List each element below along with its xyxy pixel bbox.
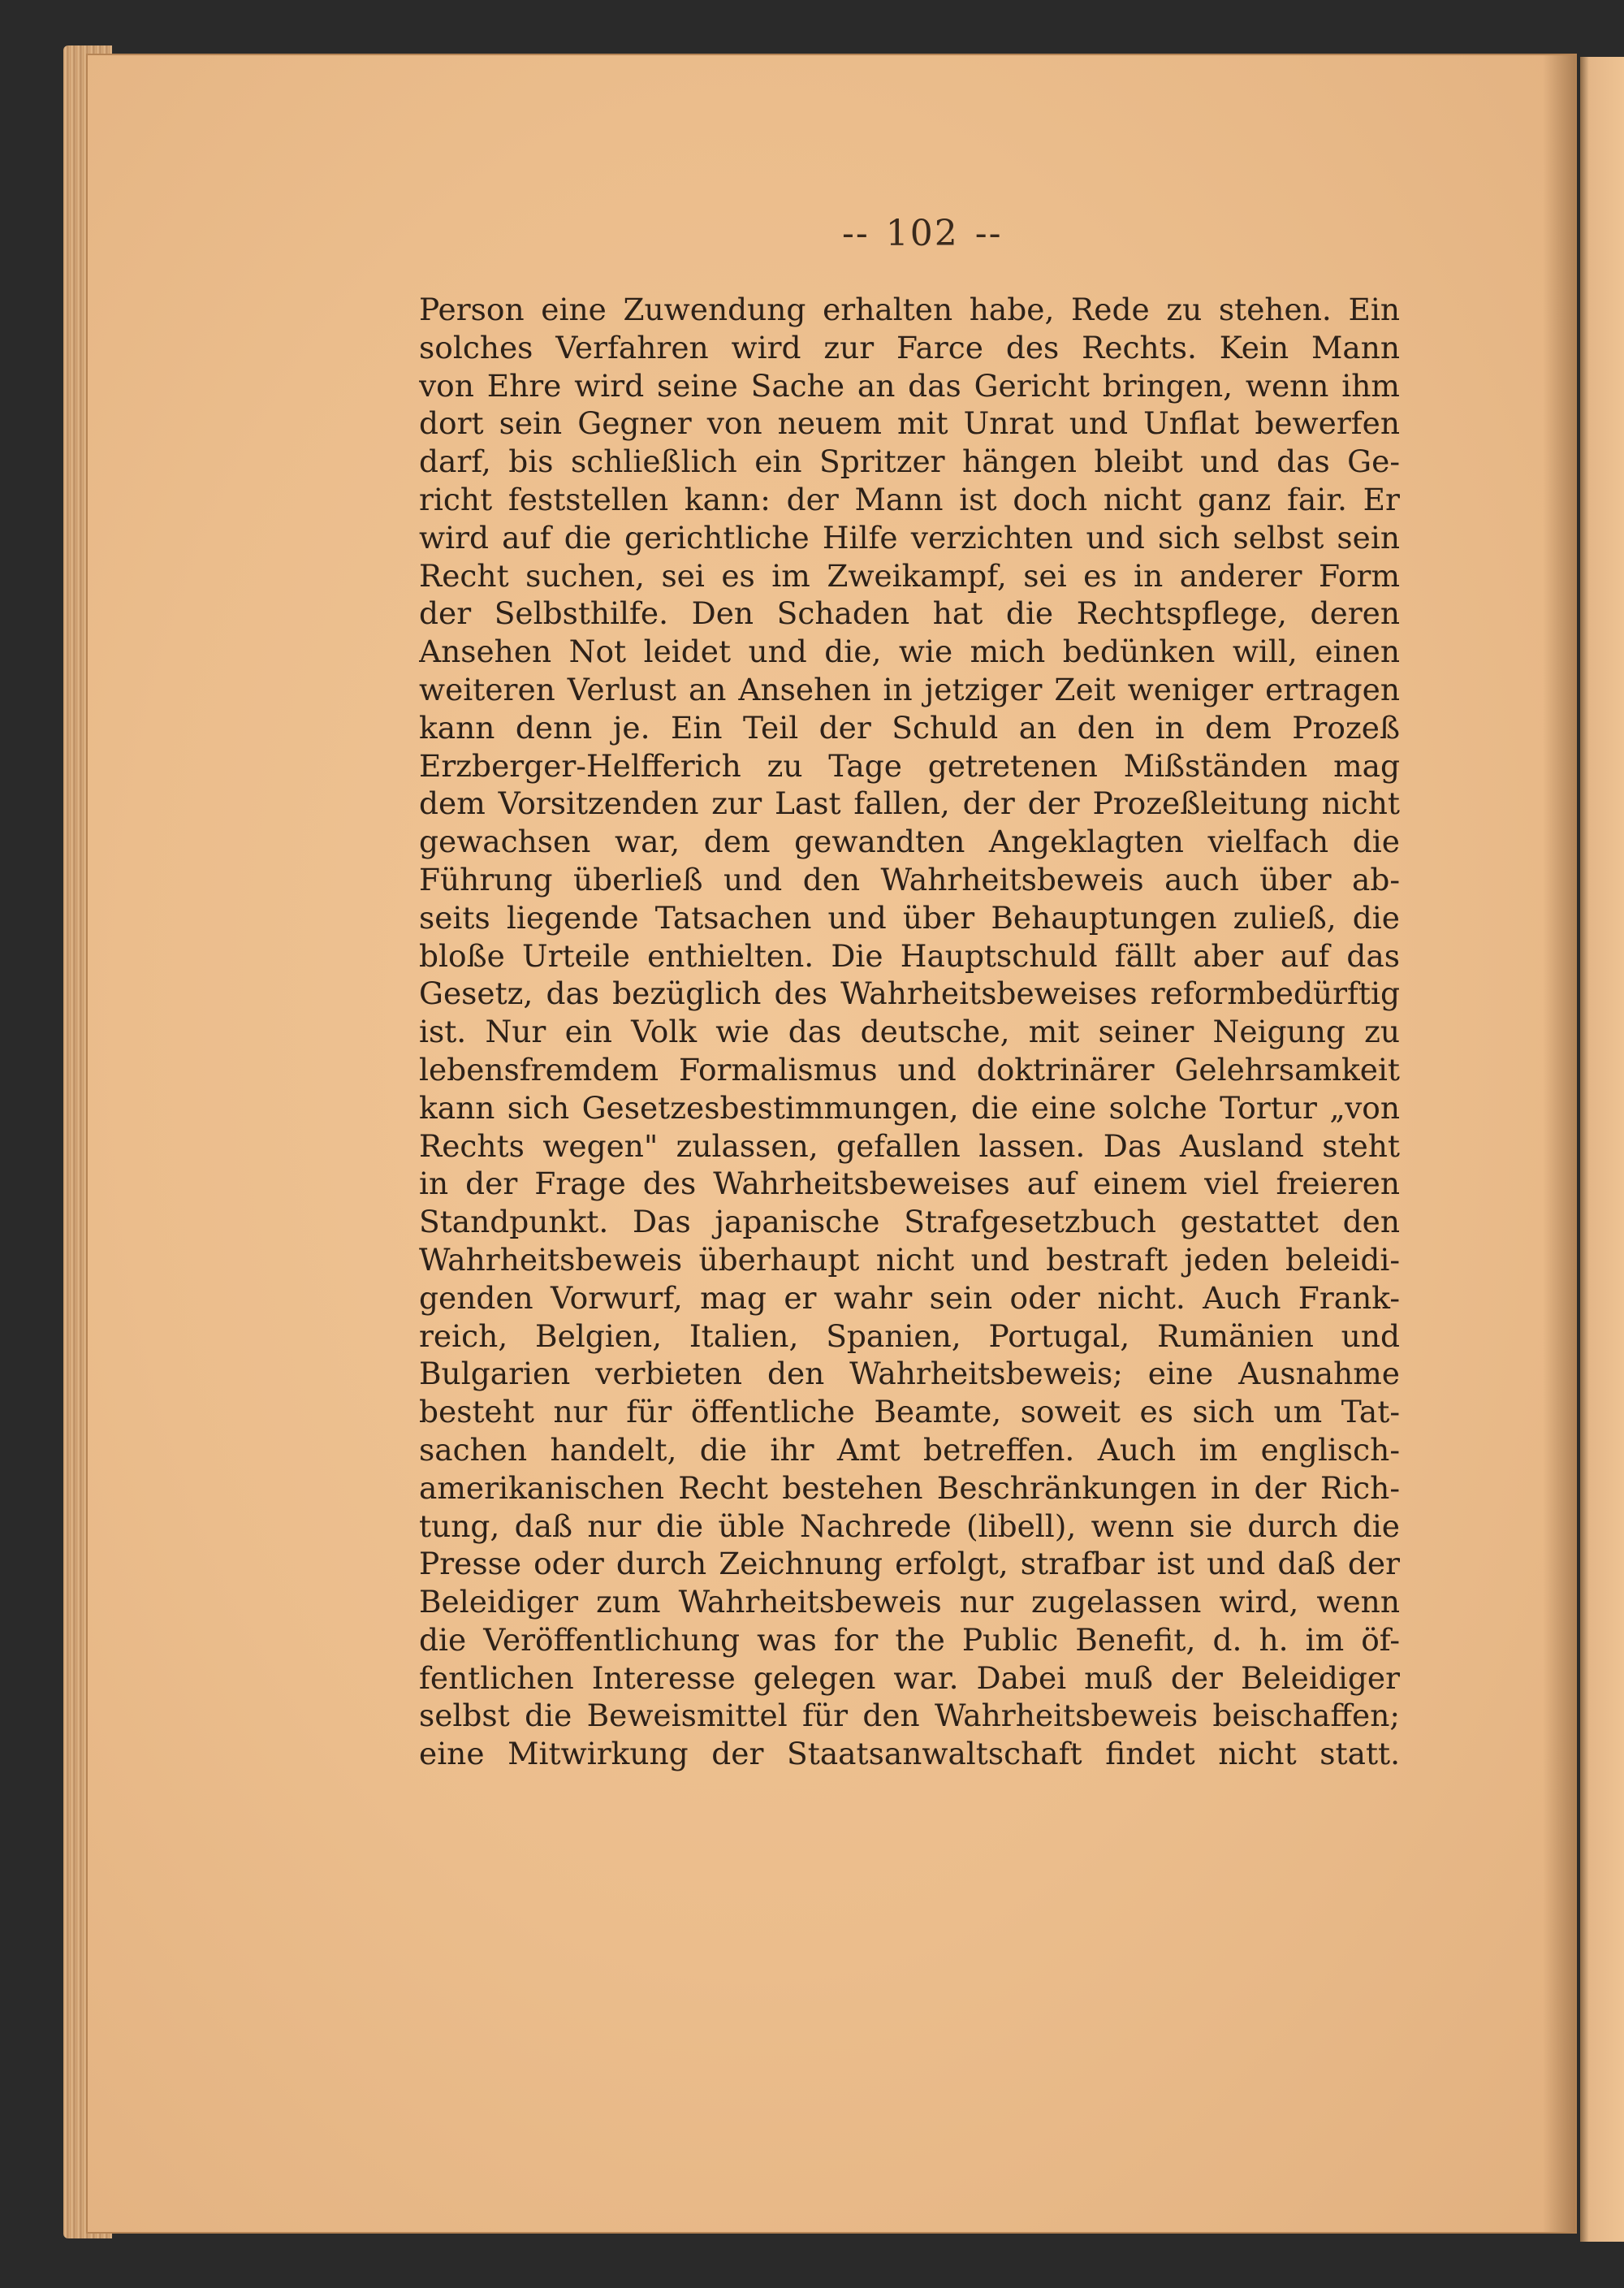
text-line: eine Mitwirkung der Staatsanwaltschaft findet nicht statt.: [419, 1736, 1400, 1772]
text-line: in der Frage des Wahrheitsbeweises auf einem viel freieren: [419, 1166, 1400, 1202]
page-number-header: [826, 213, 1018, 254]
text-line: Standpunkt. Das japanische Strafgesetzbuch gestattet den: [419, 1204, 1400, 1240]
text-line: fentlichen Interesse gelegen war. Dabei muß der Beleidiger: [419, 1659, 1400, 1696]
page-number-dash-right: --: [974, 213, 1003, 254]
text-line: kann denn je. Ein Teil der Schuld an den in dem Prozeß: [419, 709, 1400, 746]
text-line: solches Verfahren wird zur Farce des Rechts. Kein Mann: [419, 329, 1400, 365]
text-line: darf, bis schließlich ein Spritzer hängen bleibt und das Ge-: [419, 443, 1400, 480]
text-line: wird auf die gerichtliche Hilfe verzichten und sich selbst sein: [419, 519, 1400, 556]
text-line: kann sich Gesetzesbestimmungen, die eine solche Tortur „von: [419, 1089, 1400, 1126]
text-line: genden Vorwurf, mag er wahr sein oder nicht. Auch Frank-: [419, 1279, 1400, 1316]
text-line: Recht suchen, sei es im Zweikampf, sei es in anderer Form: [419, 557, 1400, 594]
text-line: gewachsen war, dem gewandten Angeklagten vielfach die: [419, 824, 1400, 860]
text-line: die Veröffentlichung was for the Public Benefit, d. h. im öf-: [419, 1621, 1400, 1658]
text-line: der Selbsthilfe. Den Schaden hat die Rechtspflege, deren: [419, 595, 1400, 632]
text-line: Erzberger-Helfferich zu Tage getretenen Mißständen mag: [419, 747, 1400, 784]
text-line: reich, Belgien, Italien, Spanien, Portugal, Rumänien und: [419, 1317, 1400, 1354]
text-line: besteht nur für öffentliche Beamte, soweit es sich um Tat-: [419, 1394, 1400, 1430]
text-line: Presse oder durch Zeichnung erfolgt, strafbar ist und daß der: [419, 1546, 1400, 1582]
text-line: Person eine Zuwendung erhalten habe, Rede zu stehen. Ein: [419, 292, 1400, 327]
page-number-dash-left: --: [842, 213, 870, 254]
body-paragraph: [419, 291, 1400, 1773]
page-number: 102: [885, 213, 959, 254]
text-line: von Ehre wird seine Sache an das Gericht bringen, wenn ihm: [419, 367, 1400, 404]
text-line: Beleidiger zum Wahrheitsbeweis nur zugelassen wird, wenn: [419, 1584, 1400, 1620]
gutter-shadow: [1543, 55, 1575, 2232]
facing-page-edge: [1580, 57, 1624, 2242]
text-line: lebensfremdem Formalismus und doktrinärer Gelehrsamkeit: [419, 1051, 1400, 1088]
text-line: tung, daß nur die üble Nachrede (libell), wenn sie durch die: [419, 1507, 1400, 1544]
text-line: Ansehen Not leidet und die, wie mich bedünken will, einen: [419, 634, 1400, 670]
text-line: bloße Urteile enthielten. Die Hauptschuld fällt aber auf das: [419, 937, 1400, 974]
text-line: Rechts wegen" zulassen, gefallen lassen. Das Ausland steht: [419, 1127, 1400, 1164]
text-line: Gesetz, das bezüglich des Wahrheitsbeweises reformbedürftig: [419, 975, 1400, 1012]
text-line: sachen handelt, die ihr Amt betreffen. Auch im englisch-: [419, 1431, 1400, 1468]
text-line: selbst die Beweismittel für den Wahrheitsbeweis beischaffen;: [419, 1698, 1400, 1734]
text-line: Bulgarien verbieten den Wahrheitsbeweis; eine Ausnahme: [419, 1356, 1400, 1392]
text-line: amerikanischen Recht bestehen Beschränkungen in der Rich-: [419, 1469, 1400, 1506]
text-line: ist. Nur ein Volk wie das deutsche, mit seiner Neigung zu: [419, 1014, 1400, 1050]
text-line: Wahrheitsbeweis überhaupt nicht und bestraft jeden beleidi-: [419, 1241, 1400, 1278]
text-line: Führung überließ und den Wahrheitsbeweis auch über ab-: [419, 861, 1400, 897]
text-line: richt feststellen kann: der Mann ist doch nicht ganz fair. Er: [419, 481, 1400, 517]
text-line: dem Vorsitzenden zur Last fallen, der der Prozeßleitung nicht: [419, 785, 1400, 822]
text-line: weiteren Verlust an Ansehen in jetziger Zeit weniger ertragen: [419, 671, 1400, 707]
text-line: dort sein Gegner von neuem mit Unrat und Unflat bewerfen: [419, 405, 1400, 442]
text-line: seits liegende Tatsachen und über Behauptungen zuließ, die: [419, 899, 1400, 936]
